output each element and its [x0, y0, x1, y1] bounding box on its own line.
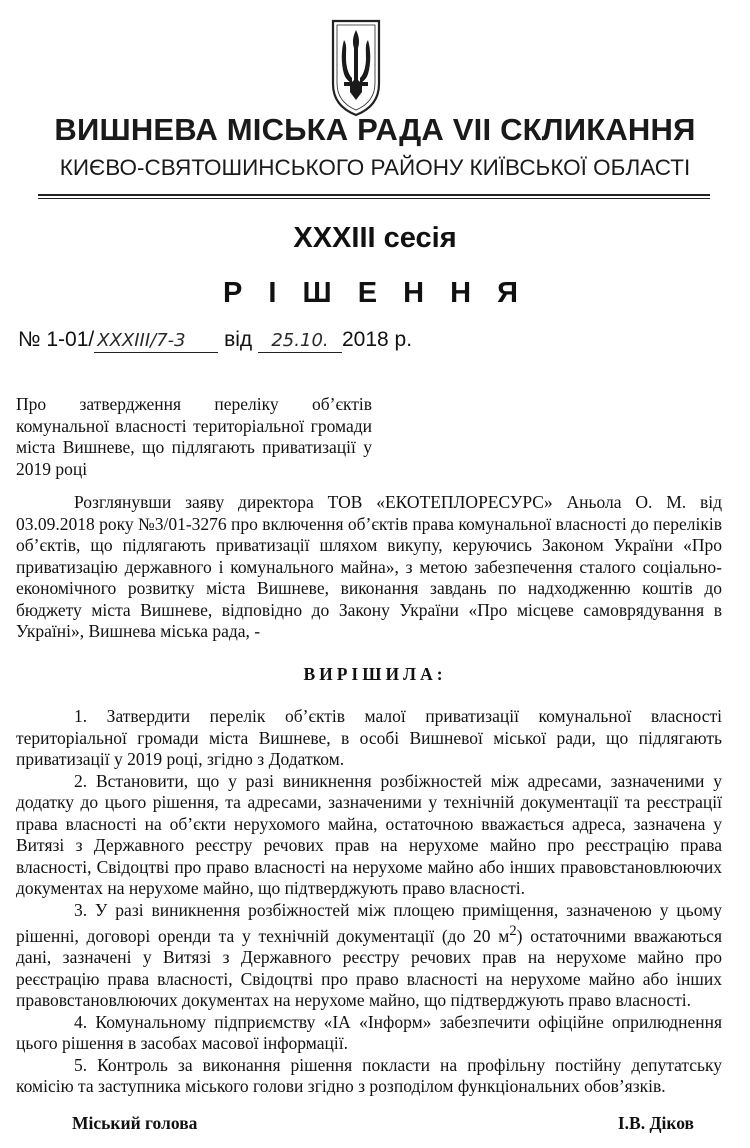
resolution-item-4: 4. Комунальному підприємству «ІА «Інформ» забезпечити офіційне оприлюднення цього рішення в засобах масової інформації.	[16, 1011, 722, 1054]
decision-subject: Про затвердження переліку об’єктів комунальної власності територіальної громади міста Вишневе, що підлягають приватизації у 2019 році	[16, 394, 372, 479]
council-title: ВИШНЕВА МІСЬКА РАДА VII СКЛИКАННЯ	[54, 112, 696, 147]
area-unit-superscript: 2	[509, 923, 517, 939]
header-divider-thin	[38, 198, 710, 199]
resolution-item-1: 1. Затвердити перелік об’єктів малої приватизації комунальної власності територіальної громади міста Вишневе, в особі Вишневої міської ради, що підлягають приватизації у 2019 році, згідно з Додатком.	[16, 706, 722, 769]
resolved-heading: ВИРІШИЛА:	[303, 664, 447, 684]
decision-title: Р І Ш Е Н Н Я	[223, 277, 527, 309]
resolution-item-2: 2. Встановити, що у разі виникнення розбіжностей між адресами, зазначеними у додатку до цього рішення, та адресами, зазначеними у технічній документації та реєстрації права власності на об’єкти нерухомого майна, остаточною вважається адреса, зазначена у Витязі з Державного реєстру речових прав на нерухоме майно про реєстрацію права власності, Свідоцтві про право власності на нерухоме майно або інших правовстановлюючих документах на нерухоме майно, що підтверджують право власності.	[16, 770, 722, 898]
signatory-name: І.В. Діков	[617, 1113, 694, 1133]
number-prefix: № 1-01/	[18, 328, 95, 351]
resolution-item-3	[16, 900, 722, 1012]
coat-of-arms-emblem	[330, 18, 382, 118]
session-title: XXXIII сесія	[293, 222, 457, 254]
year-suffix: 2018 р.	[342, 328, 413, 351]
item-3-text-before: 3. У разі виникнення розбіжностей між площею приміщення, зазначеною у цьому рішенні, договорі оренди та у технічній документації (до 20 м	[16, 899, 722, 946]
header-divider	[38, 194, 710, 196]
item-3-text-after: ) остаточними вважаються дані, зазначені у Витязі з Державного реєстру речових прав на нерухоме майно про реєстрацію права власності, Свідоцтві про право власності на нерухоме майно або інших правовстановлюючих документах на нерухоме майно, що підтверджують право власності.	[16, 925, 723, 1011]
preamble-paragraph: Розглянувши заяву директора ТОВ «ЕКОТЕПЛОРЕСУРС» Аньола О. М. від 03.09.2018 року №3/01-3276 про включення об’єктів права комунальної власності до переліків об’єктів, що підлягають приватизації шляхом викупу, керуючись Законом України «Про приватизацію державного і комунального майна», з метою забезпечення сталого соціально-економічного розвитку міста Вишневе, виконання завдань по надходженню коштів до бюджету міста Вишневе, відповідно до Закону України «Про місцеве самоврядування в Україні», Вишнева міська рада, -	[16, 492, 722, 641]
signatory-position: Міський голова	[72, 1113, 198, 1133]
from-label: від	[224, 328, 253, 351]
handwritten-date: 25.10.	[258, 330, 342, 353]
resolution-item-5: 5. Контроль за виконання рішення покласти на профільну постійну депутатську комісію та заступника міського голови згідно з розподілом функціональних обов’язків.	[16, 1054, 722, 1097]
district-subtitle: КИЄВО-СВЯТОШИНСЬКОГО РАЙОНУ КИЇВСЬКОЇ ОБЛАСТІ	[59, 155, 691, 180]
decision-number-line	[18, 328, 412, 353]
handwritten-number: XXXIII/7-3	[94, 330, 218, 353]
resolution-items	[16, 706, 722, 1098]
